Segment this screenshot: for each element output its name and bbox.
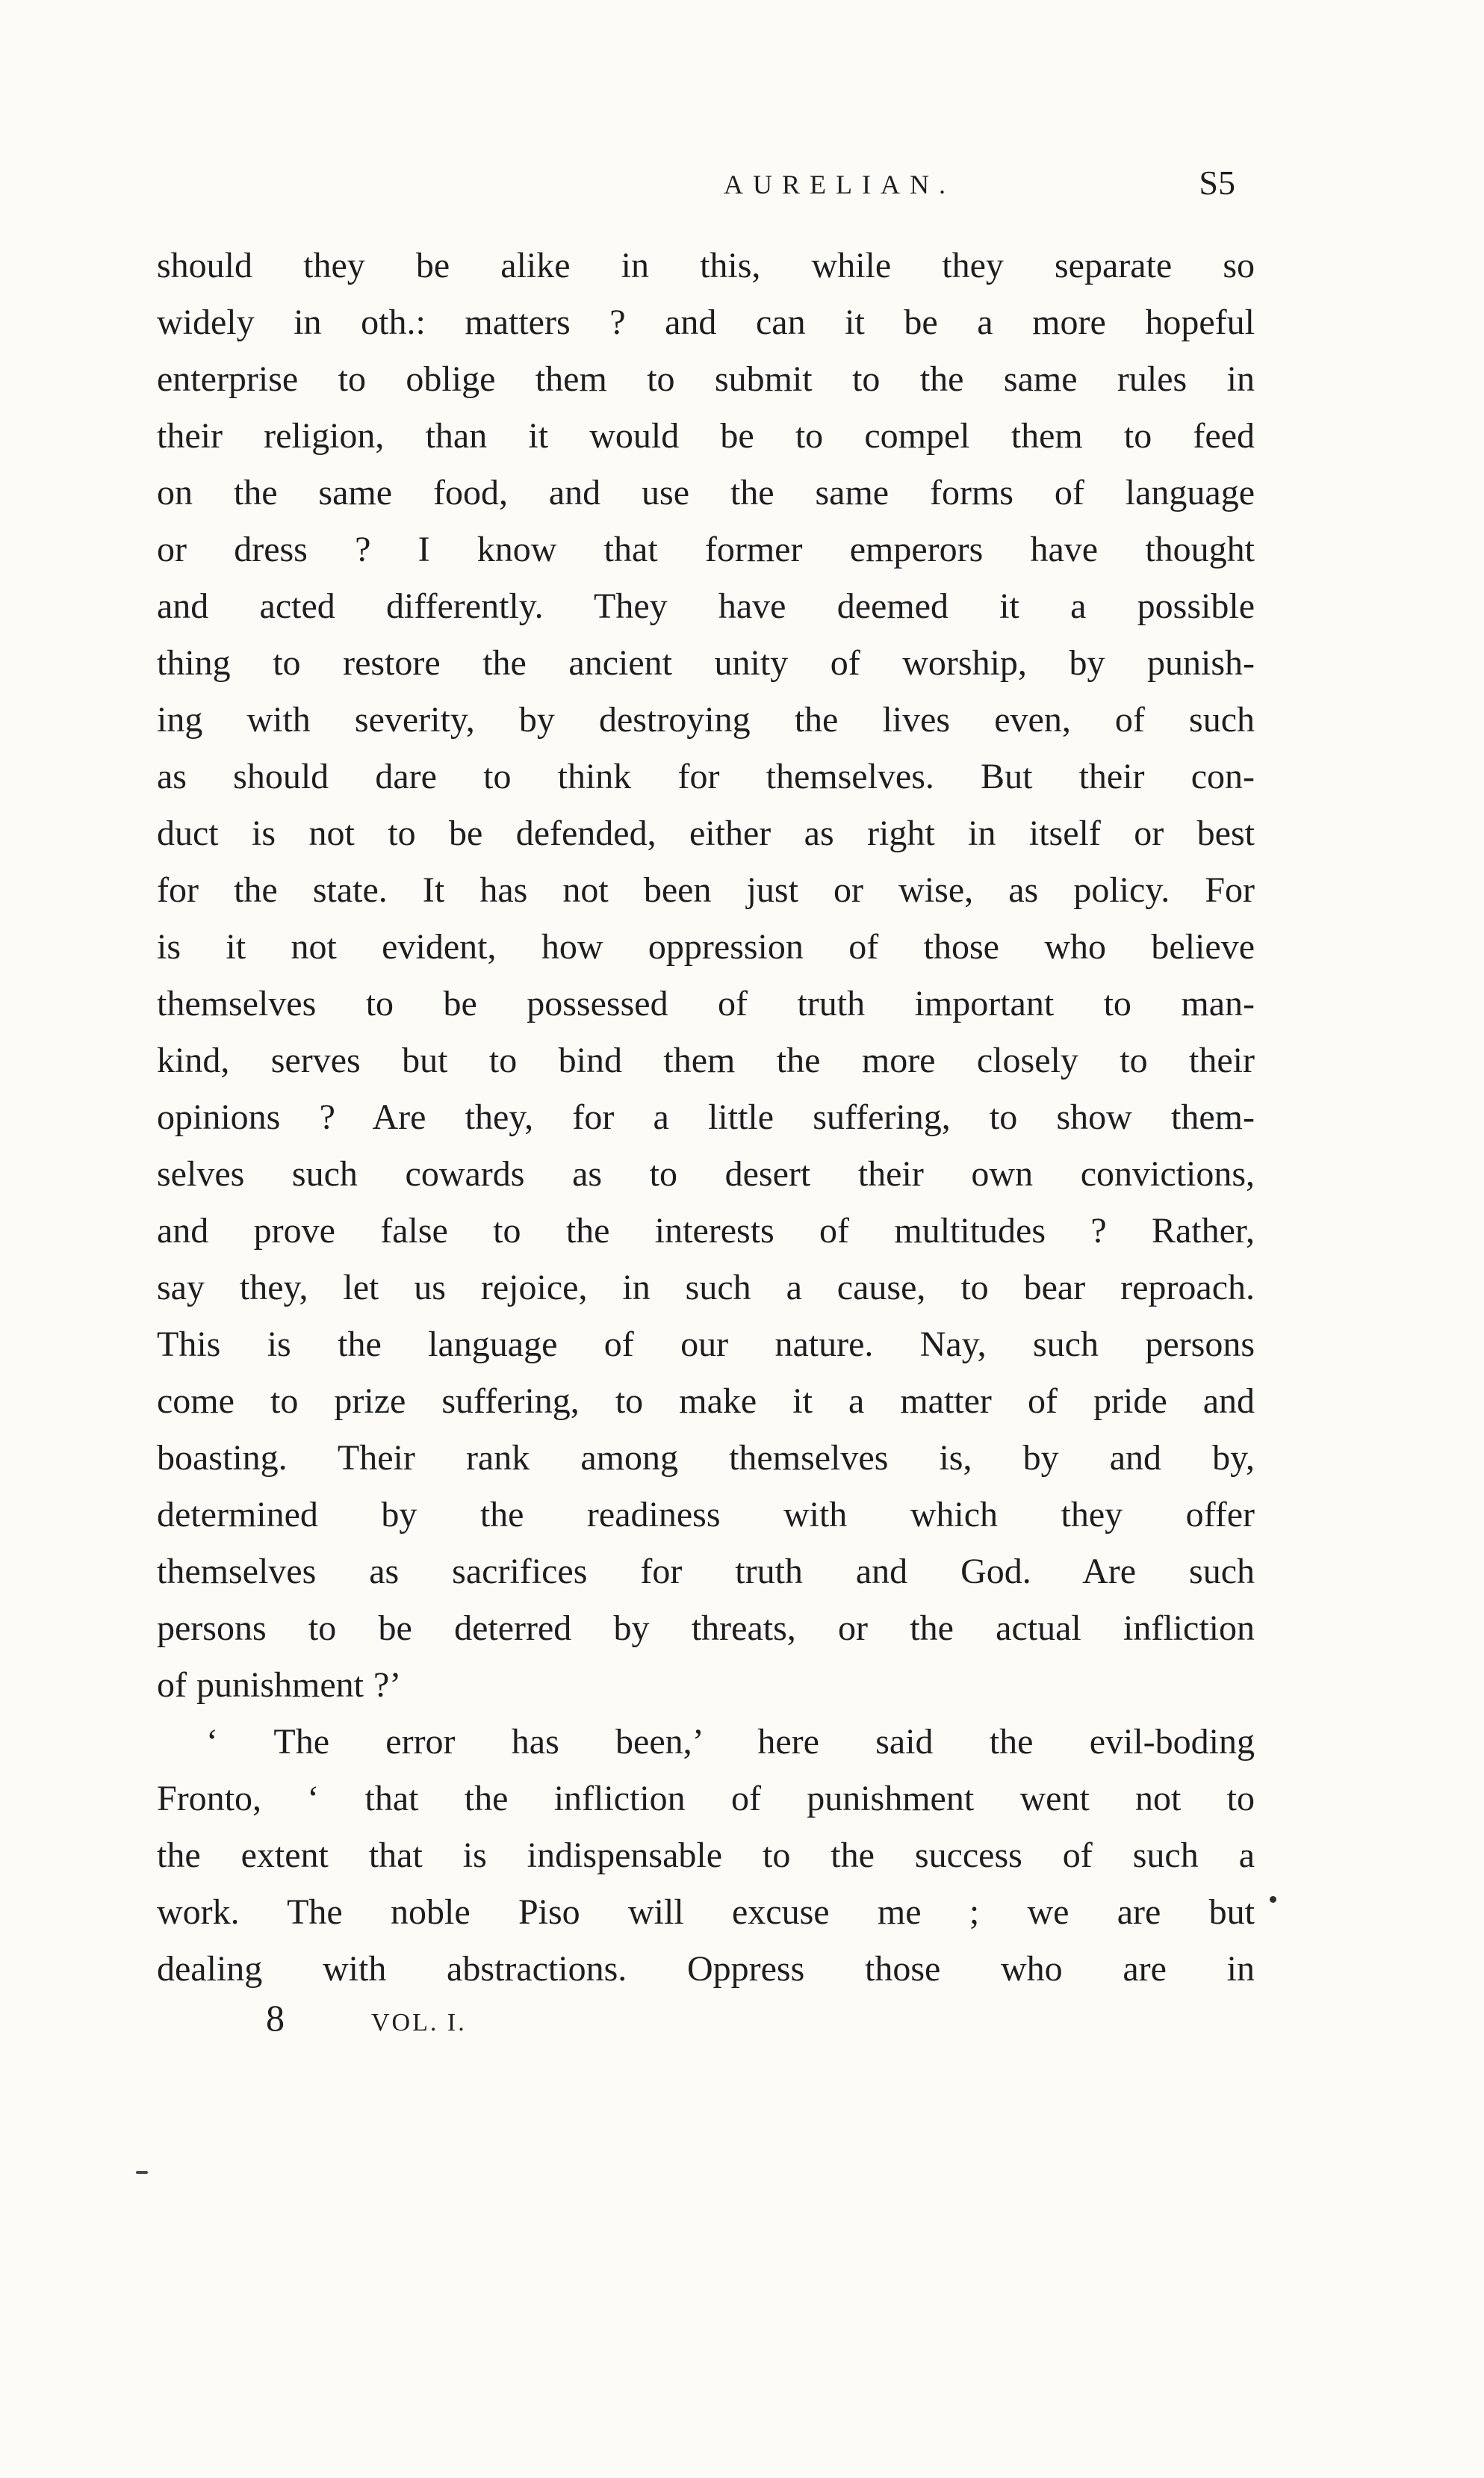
signature-number: 8 [266, 1997, 285, 2039]
text-line: should they be alike in this, while they separate so [157, 246, 1255, 285]
text-line: opinions ? Are they, for a little suffering, to show them- [157, 1097, 1255, 1137]
text-line: ‘ The error has been,’ here said the evil-boding [206, 1722, 1255, 1762]
text-line: enterprise to oblige them to submit to the same rules in [157, 359, 1255, 399]
text-line: say they, let us rejoice, in such a cause, to bear reproach. [157, 1268, 1255, 1307]
text-line: or dress ? I know that former emperors have thought [157, 530, 1255, 569]
text-line: on the same food, and use the same forms of language [157, 473, 1255, 512]
text-line: determined by the readiness with which they offer [157, 1495, 1255, 1534]
text-line: boasting. Their rank among themselves is, by and by, [157, 1438, 1255, 1478]
text-line: is it not evident, how oppression of those who believe [157, 927, 1255, 967]
text-line: persons to be deterred by threats, or the actual infliction [157, 1608, 1255, 1648]
text-line: the extent that is indispensable to the success of such a [157, 1836, 1255, 1875]
ink-dash-mark [136, 2171, 148, 2174]
page-number: S5 [1199, 164, 1235, 202]
text-line: This is the language of our nature. Nay, such persons [157, 1325, 1255, 1364]
text-line: their religion, than it would be to compel them to feed [157, 416, 1255, 456]
ink-dot-mark [1270, 1896, 1276, 1903]
text-line: selves such cowards as to desert their own convictions, [157, 1154, 1255, 1194]
page-header [157, 164, 1255, 212]
text-line: of punishment ?’ [157, 1665, 402, 1705]
page-footer [266, 1996, 467, 2039]
text-line: widely in oth.: matters ? and can it be a more hopeful [157, 303, 1255, 342]
running-title: AURELIAN. [724, 170, 955, 199]
text-line: themselves as sacrifices for truth and God. Are such [157, 1552, 1255, 1591]
text-line: thing to restore the ancient unity of worship, by punish- [157, 643, 1255, 683]
text-line: dealing with abstractions. Oppress those who are in [157, 1949, 1255, 1989]
volume-label: VOL. I. [371, 2009, 467, 2036]
body-text [157, 238, 1255, 1998]
text-line: and acted differently. They have deemed it a possible [157, 586, 1255, 626]
text-line: come to prize suffering, to make it a matter of pride and [157, 1381, 1255, 1421]
text-line: duct is not to be defended, either as right in itself or best [157, 814, 1255, 853]
text-line: for the state. It has not been just or wise, as policy. For [157, 870, 1255, 910]
text-line: kind, serves but to bind them the more closely to their [157, 1041, 1255, 1080]
text-line: and prove false to the interests of multitudes ? Rather, [157, 1211, 1255, 1251]
text-line: work. The noble Piso will excuse me ; we are but [157, 1892, 1255, 1932]
text-line: Fronto, ‘ that the infliction of punishment went not to [157, 1779, 1255, 1818]
text-line: themselves to be possessed of truth important to man- [157, 984, 1255, 1023]
text-line: as should dare to think for themselves. But their con- [157, 757, 1255, 796]
text-line: ing with severity, by destroying the lives even, of such [157, 700, 1255, 740]
